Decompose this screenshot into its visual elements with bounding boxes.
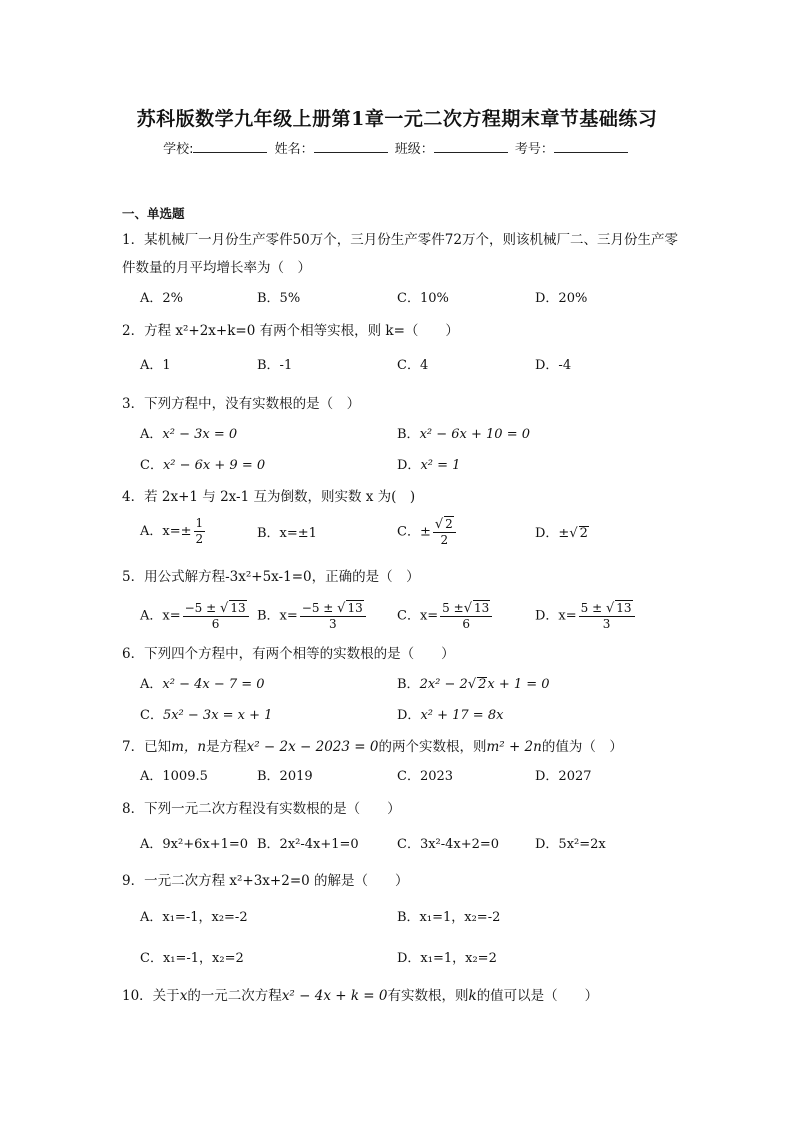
question-7: 7．已知m，n是方程x² − 2x − 2023 = 0的两个实数根，则m² + 2n的值为（ ） — [122, 739, 623, 755]
q8-option-d: D．5x²=2x — [535, 837, 606, 852]
question-4: 4．若 2x+1 与 2x-1 互为倒数，则实数 x 为( ) — [122, 489, 416, 505]
fraction: $\frac{√ 2}{2}$ — [433, 516, 456, 548]
question-3: 3．下列方程中，没有实数根的是（ ） — [122, 396, 361, 412]
name-blank[interactable] — [314, 140, 388, 153]
q9-option-a: A．x₁=-1，x₂=-2 — [140, 910, 248, 925]
question-10: 10．关于x的一元二次方程x² − 4x + k = 0有实数根，则k的值可以是（ ） — [122, 988, 599, 1004]
q7-option-c: C．2023 — [397, 769, 454, 784]
fraction: $\frac{5 \pm√ 13}{6}$ — [440, 600, 492, 632]
q4-option-a: A．x=± $\frac{1}{2}$ — [140, 516, 204, 546]
question-5: 5．用公式解方程-3x²+5x-1=0，正确的是（ ） — [122, 569, 420, 585]
question-1: 1．某机械厂一月份生产零件50万个，三月份生产零件72万个，则该机械厂二、三月份生产零件数量的月平均增长率为（ ） — [122, 232, 678, 276]
q4-option-b: B．x=±1 — [257, 526, 317, 541]
fraction: $\frac{-5 \pm √ 13}{3}$ — [300, 600, 366, 632]
q6-option-b: B．2x² − 2√ 2x + 1 = 0 — [397, 677, 550, 692]
q7-option-d: D．2027 — [535, 769, 592, 784]
q4-option-c: C．± $\frac{√ 2}{2}$ — [397, 516, 458, 548]
class-blank[interactable] — [434, 140, 508, 153]
q1-option-c: C．10% — [397, 291, 449, 306]
section-heading: 一、单选题 — [122, 206, 185, 221]
q2-option-b: B．-1 — [257, 358, 293, 373]
q1-option-b: B．5% — [257, 291, 301, 306]
q1-option-a: A．2% — [140, 291, 184, 306]
q2-option-d: D．-4 — [535, 358, 572, 373]
q6-option-a: A．x² − 4x − 7 = 0 — [140, 677, 265, 692]
q6-option-d: D．x² + 17 = 8x — [397, 708, 504, 723]
q8-option-c: C．3x²-4x+2=0 — [397, 837, 500, 852]
q5-option-b: B．x= $\frac{-5 \pm √ 13}{3}$ — [257, 600, 368, 632]
fraction: $\frac{5 \pm √ 13}{3}$ — [579, 600, 635, 632]
fraction: $\frac{1}{2}$ — [195, 516, 204, 546]
exam-number-label: 考号： — [514, 142, 554, 157]
q3-option-b: B．x² − 6x + 10 = 0 — [397, 427, 530, 442]
q6-option-c: C．5x² − 3x = x + 1 — [140, 708, 273, 723]
class-label: 班级： — [394, 142, 434, 157]
student-info-line — [0, 138, 794, 157]
q2-option-a: A．1 — [140, 358, 171, 373]
q5-option-a: A．x= $\frac{-5 \pm √ 13}{6}$ — [140, 600, 251, 632]
q4-option-d: D．±√ 2 — [535, 526, 588, 541]
q7-option-b: B．2019 — [257, 769, 313, 784]
q5-option-c: C．x= $\frac{5 \pm√ 13}{6}$ — [397, 600, 494, 632]
q3-option-d: D．x² = 1 — [397, 458, 461, 473]
school-label: 学校: — [163, 142, 194, 157]
question-2: 2．方程 x²+2x+k=0 有两个相等实根，则 k=（ ） — [122, 323, 459, 339]
exam-number-blank[interactable] — [554, 140, 628, 153]
q3-option-a: A．x² − 3x = 0 — [140, 427, 238, 442]
name-label: 姓名： — [274, 142, 314, 157]
q9-option-b: B．x₁=1，x₂=-2 — [397, 910, 501, 925]
fraction: $\frac{-5 \pm √ 13}{6}$ — [183, 600, 249, 632]
q5-option-d: D．x= $\frac{5 \pm √ 13}{3}$ — [535, 600, 637, 632]
school-blank[interactable] — [193, 140, 267, 153]
page-title: 苏科版数学九年级上册第1章一元二次方程期末章节基础练习 — [136, 108, 658, 130]
q9-option-d: D．x₁=1，x₂=2 — [397, 951, 497, 966]
question-9: 9．一元二次方程 x²+3x+2=0 的解是（ ） — [122, 873, 409, 889]
question-8: 8．下列一元二次方程没有实数根的是（ ） — [122, 801, 401, 817]
q8-option-a: A．9x²+6x+1=0 — [140, 837, 249, 852]
q3-option-c: C．x² − 6x + 9 = 0 — [140, 458, 266, 473]
q8-option-b: B．2x²-4x+1=0 — [257, 837, 359, 852]
q9-option-c: C．x₁=-1，x₂=2 — [140, 951, 244, 966]
q1-option-d: D．20% — [535, 291, 588, 306]
question-6: 6．下列四个方程中，有两个相等的实数根的是（ ） — [122, 646, 455, 662]
q2-option-c: C．4 — [397, 358, 429, 373]
q7-option-a: A．1009.5 — [140, 769, 208, 784]
